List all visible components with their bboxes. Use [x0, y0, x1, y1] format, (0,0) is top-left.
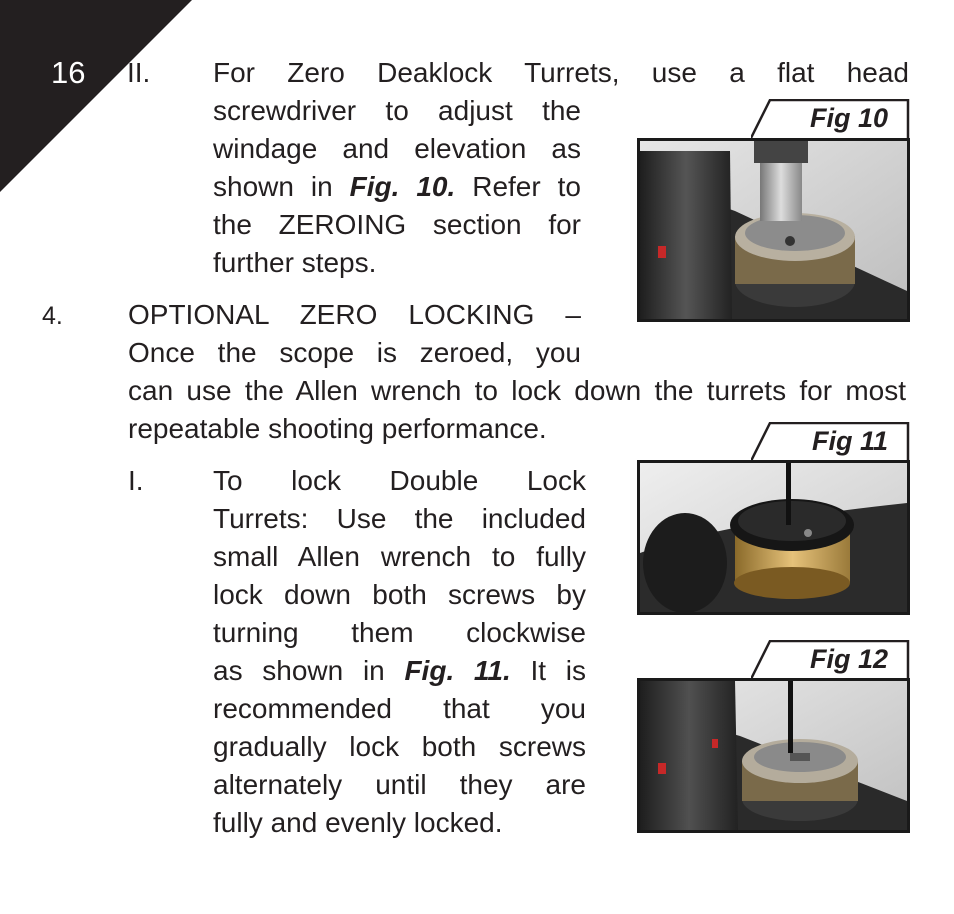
- item-ii-line-1: For Zero Deaklock Turrets, use a flat head: [213, 57, 909, 88]
- item-4-marker: 4.: [42, 302, 63, 330]
- item-i-line-5: turning them clockwise: [213, 617, 586, 648]
- item-ii-line-3: windage and elevation as: [213, 133, 581, 164]
- item-4-line-3: can use the Allen wrench to lock down the turrets for most: [128, 375, 906, 406]
- fig-12-photo: [637, 678, 910, 833]
- item-i-line-2: Turrets: Use the included: [213, 503, 586, 534]
- item-i-line-4: lock down both screws by: [213, 579, 586, 610]
- item-i-line-1: To lock Double Lock: [213, 465, 586, 496]
- fig-12-label: Fig 12: [751, 640, 910, 680]
- page-corner-triangle: [0, 0, 192, 192]
- fig-11-photo: [637, 460, 910, 615]
- item-i-line-10: fully and evenly locked.: [213, 807, 503, 838]
- fig-10-reference: Fig. 10.: [349, 171, 456, 202]
- fig-11-label: Fig 11: [751, 422, 910, 462]
- item-i-line-3: small Allen wrench to fully: [213, 541, 586, 572]
- item-ii-line-6: further steps.: [213, 247, 377, 278]
- page-number: 16: [51, 55, 86, 90]
- item-ii-line-4: shown in Fig. 10. Refer to: [213, 171, 582, 202]
- fig-10-photo: [637, 138, 910, 322]
- item-4-line-2: Once the scope is zeroed, you: [128, 337, 581, 368]
- item-i-marker: I.: [128, 465, 144, 496]
- item-i-line-8: gradually lock both screws: [213, 731, 586, 762]
- fig-10-label: Fig 10: [751, 99, 910, 139]
- item-ii-line-2: screwdriver to adjust the: [213, 95, 581, 126]
- item-4-line-4: repeatable shooting performance.: [128, 413, 547, 444]
- fig-11-reference: Fig. 11.: [404, 655, 511, 686]
- item-ii-marker: II.: [127, 57, 151, 88]
- item-i-line-6: as shown in Fig. 11. It is: [213, 655, 586, 686]
- item-i-line-9: alternately until they are: [213, 769, 586, 800]
- item-4-line-1: OPTIONAL ZERO LOCKING –: [128, 299, 581, 330]
- item-i-line-7: recommended that you: [213, 693, 586, 724]
- item-ii-line-5: the ZEROING section for: [213, 209, 581, 240]
